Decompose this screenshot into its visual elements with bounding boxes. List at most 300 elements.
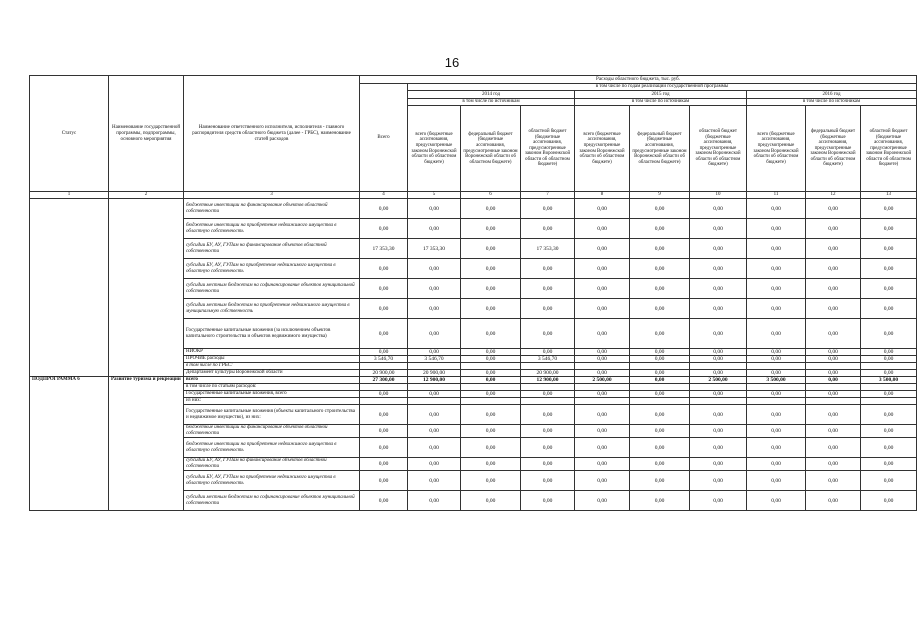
value-cell: 0,00 [461,425,521,438]
value-cell: 0,00 [747,458,806,471]
column-number: 10 [690,192,747,199]
value-cell: 0,00 [575,279,630,299]
value-cell: 17 353,30 [360,239,408,259]
table-row [30,349,917,356]
value-cell: 0,00 [861,458,917,471]
value-cell: 3 546,70 [360,356,408,363]
value-cell: 0,00 [521,458,575,471]
value-cell: 0,00 [747,438,806,458]
value-cell: 0,00 [747,239,806,259]
row-label: Государственные капитальные вложения, всего [184,391,360,398]
value-cell: 0,00 [408,491,461,511]
name-cell [109,259,184,279]
value-cell: 0,00 [408,425,461,438]
value-cell: 17 353,30 [408,239,461,259]
value-cell: 0,00 [521,199,575,219]
value-cell: 3 546,70 [408,356,461,363]
value-cell: 0,00 [806,299,861,319]
value-cell: 0,00 [521,471,575,491]
row-label: НИОКР [184,349,360,356]
value-cell: 0,00 [461,349,521,356]
value-cell: 0,00 [575,239,630,259]
column-number: 6 [461,192,521,199]
status-cell [30,239,109,259]
name-cell [109,299,184,319]
name-cell [109,199,184,219]
value-cell: 0,00 [747,356,806,363]
value-cell: 0,00 [747,425,806,438]
value-cell: 0,00 [360,471,408,491]
value-cell: 0,00 [461,458,521,471]
status-cell [30,219,109,239]
column-number: 5 [408,192,461,199]
value-cell [360,363,408,370]
header-total: Всего [360,84,408,192]
value-cell [360,384,408,391]
value-cell: 0,00 [360,425,408,438]
value-cell: 0,00 [861,279,917,299]
value-cell: 0,00 [521,299,575,319]
value-cell: 0,00 [861,199,917,219]
header-src-all: всего (бюджетные ассигнования, предусмотренные законом Воронежской области об областном бюджете) [408,106,461,192]
value-cell: 0,00 [630,438,690,458]
value-cell [461,384,521,391]
value-cell: 0,00 [521,405,575,425]
value-cell: 2 500,00 [575,377,630,384]
value-cell: 0,00 [575,299,630,319]
table-row [30,370,917,377]
value-cell [521,363,575,370]
value-cell: 0,00 [690,199,747,219]
value-cell [408,363,461,370]
value-cell: 0,00 [630,391,690,398]
row-label: бюджетные инвестиции на финансирование объектов областной собственности [184,199,360,219]
value-cell: 0,00 [408,458,461,471]
column-number: 1 [30,192,109,199]
value-cell [521,398,575,405]
value-cell [747,384,806,391]
name-cell [109,219,184,239]
value-cell [575,398,630,405]
header-src-fed: федеральный бюджет (бюджетные ассигнования, предусмотренные законом Воронежской области об областном бюджете) [461,106,521,192]
value-cell [630,363,690,370]
table-row [30,259,917,279]
value-cell [521,384,575,391]
value-cell: 0,00 [806,391,861,398]
header-src-fed: федеральный бюджет (бюджетные ассигнования, предусмотренные законом Воронежской области об областном бюджете) [630,106,690,192]
value-cell: 0,00 [521,319,575,349]
value-cell: 0,00 [360,299,408,319]
value-cell: 17 353,30 [521,239,575,259]
column-number: 2 [109,192,184,199]
table-row [30,299,917,319]
value-cell: 0,00 [690,259,747,279]
value-cell: 0,00 [521,425,575,438]
row-label: бюджетные инвестиции на приобретение недвижимого имущества в областную собственность [184,219,360,239]
value-cell: 0,00 [861,349,917,356]
header-year-2015: 2015 год [575,91,747,99]
value-cell: 3 500,00 [861,377,917,384]
value-cell: 0,00 [861,370,917,377]
value-cell: 0,00 [408,471,461,491]
value-cell [630,384,690,391]
row-label: субсидии БУ, АУ, ГУПам на приобретение недвижимого имущества в областную собственность [184,471,360,491]
value-cell: 0,00 [630,491,690,511]
name-cell [109,356,184,363]
value-cell: 0,00 [690,319,747,349]
value-cell: 0,00 [575,199,630,219]
value-cell: 0,00 [408,199,461,219]
value-cell: 0,00 [690,391,747,398]
table-row [30,219,917,239]
value-cell: 0,00 [747,279,806,299]
value-cell: 0,00 [461,239,521,259]
value-cell: 0,00 [690,491,747,511]
value-cell: 0,00 [690,356,747,363]
header-executor: Наименование ответственного исполнителя, исполнителя - главного распорядителя средств областного бюджета (далее - ГРБС), наименование статей расходов [184,76,360,192]
value-cell: 0,00 [747,471,806,491]
value-cell: 0,00 [861,405,917,425]
status-cell [30,363,109,370]
row-label: бюджетные инвестиции на приобретение недвижимого имущества в областную собственность [184,438,360,458]
row-label: Государственные капитальные вложения (за исключением объектов капитального строительства и объектов недвижимого имущества) [184,319,360,349]
value-cell: 0,00 [690,370,747,377]
value-cell [861,398,917,405]
value-cell: 0,00 [861,356,917,363]
row-label: в том числе по ГРБС: [184,363,360,370]
value-cell: 0,00 [861,391,917,398]
value-cell: 0,00 [461,471,521,491]
value-cell: 0,00 [521,259,575,279]
value-cell: 0,00 [690,405,747,425]
status-cell [30,279,109,299]
value-cell: 0,00 [630,349,690,356]
value-cell: 0,00 [861,491,917,511]
value-cell [690,363,747,370]
value-cell: 0,00 [690,438,747,458]
value-cell: 12 900,00 [408,377,461,384]
name-cell [109,349,184,356]
value-cell: 0,00 [408,319,461,349]
value-cell: 0,00 [575,219,630,239]
value-cell: 0,00 [861,239,917,259]
value-cell: 0,00 [630,370,690,377]
value-cell: 0,00 [575,458,630,471]
header-year-2014: 2014 год [408,91,575,99]
value-cell [408,398,461,405]
value-cell: 0,00 [747,319,806,349]
budget-table [29,75,917,511]
column-number: 9 [630,192,690,199]
header-sources: в том числе по источникам [747,99,917,106]
value-cell: 0,00 [521,219,575,239]
value-cell: 0,00 [806,319,861,349]
value-cell [461,398,521,405]
value-cell: 0,00 [861,438,917,458]
row-label: субсидии БУ, АУ, ГУПам на финансирование объектов областной собственности [184,458,360,471]
row-label: субсидии местным бюджетам на софинансирование объектов муниципальной собственности [184,279,360,299]
value-cell: 0,00 [747,259,806,279]
header-name: Наименование государственной программы, подпрограммы, основного мероприятия [109,76,184,192]
row-label: всего [184,377,360,384]
value-cell: 0,00 [360,391,408,398]
row-label: субсидии местным бюджетам на приобретение недвижимого имущества в муниципальную собственность [184,299,360,319]
value-cell: 0,00 [806,349,861,356]
row-label: субсидии БУ, АУ, ГУПам на финансирование объектов областной собственности [184,239,360,259]
value-cell: 0,00 [408,391,461,398]
value-cell [630,398,690,405]
column-number: 8 [575,192,630,199]
value-cell: 0,00 [861,319,917,349]
value-cell [690,384,747,391]
value-cell: 0,00 [461,356,521,363]
status-cell [30,356,109,363]
row-label: ПРОЧИЕ расходы [184,356,360,363]
header-by-years: в том числе по годам реализации государственной программы [408,84,917,91]
name-cell [109,370,184,377]
table-row [30,356,917,363]
value-cell: 0,00 [861,219,917,239]
header-year-2016: 2016 год [747,91,917,99]
status-cell [30,370,109,377]
header-status: Статус [30,76,109,192]
value-cell: 0,00 [861,299,917,319]
table-row [30,319,917,349]
value-cell: 0,00 [630,279,690,299]
value-cell: 2 500,00 [690,377,747,384]
value-cell: 0,00 [630,219,690,239]
value-cell: 0,00 [360,279,408,299]
value-cell: 0,00 [575,471,630,491]
value-cell: 0,00 [806,356,861,363]
value-cell: 0,00 [861,259,917,279]
value-cell: 0,00 [521,491,575,511]
value-cell: 3 546,70 [521,356,575,363]
value-cell: 0,00 [575,370,630,377]
value-cell: 0,00 [630,356,690,363]
value-cell: 20 900,00 [521,370,575,377]
header-expenses: Расходы областного бюджета, тыс. руб. [360,76,917,84]
value-cell: 0,00 [461,438,521,458]
header-src-fed: федеральный бюджет (бюджетные ассигнования, предусмотренные законом Воронежской области об областном бюджете) [806,106,861,192]
value-cell: 0,00 [630,377,690,384]
value-cell: 0,00 [360,349,408,356]
column-number: 7 [521,192,575,199]
value-cell [806,363,861,370]
value-cell: 0,00 [360,219,408,239]
header-sources: в том числе по источникам [575,99,747,106]
column-number: 13 [861,192,917,199]
value-cell [861,363,917,370]
status-cell [30,299,109,319]
value-cell [360,398,408,405]
value-cell [806,398,861,405]
value-cell [861,384,917,391]
table-row [30,279,917,299]
status-cell [30,319,109,349]
value-cell: 0,00 [408,259,461,279]
value-cell: 0,00 [747,219,806,239]
value-cell: 0,00 [461,219,521,239]
header-src-obl: областной бюджет (бюджетные ассигнования, предусмотренные законом Воронежской области об областном бюджете) [521,106,575,192]
value-cell [747,363,806,370]
value-cell: 0,00 [575,425,630,438]
header-src-all: всего (бюджетные ассигнования, предусмотренные законом Воронежской области об областном бюджете) [575,106,630,192]
value-cell: 0,00 [806,239,861,259]
value-cell: 0,00 [747,405,806,425]
value-cell: 0,00 [461,299,521,319]
value-cell [575,384,630,391]
header-src-obl: областной бюджет (бюджетные ассигнования, предусмотренные законом Воронежской области об областном бюджете) [690,106,747,192]
name-cell [109,363,184,370]
value-cell: 0,00 [461,370,521,377]
value-cell: 0,00 [408,219,461,239]
page-number: 16 [444,55,460,70]
value-cell: 0,00 [630,458,690,471]
value-cell: 0,00 [461,391,521,398]
value-cell: 0,00 [461,259,521,279]
value-cell: 27 300,00 [360,377,408,384]
value-cell: 0,00 [630,405,690,425]
value-cell: 0,00 [747,370,806,377]
value-cell [747,398,806,405]
value-cell: 0,00 [575,356,630,363]
value-cell: 0,00 [690,219,747,239]
value-cell: 0,00 [360,319,408,349]
value-cell: 0,00 [747,491,806,511]
header-sources: в том числе по источникам [408,99,575,106]
value-cell: 0,00 [408,438,461,458]
value-cell: 0,00 [861,471,917,491]
value-cell: 0,00 [806,259,861,279]
value-cell: 0,00 [360,405,408,425]
value-cell: 0,00 [360,458,408,471]
row-label: из них: [184,398,360,405]
row-label: Государственные капитальные вложения (объекты капитального строительства и недвижимое имущество), из них: [184,405,360,425]
value-cell: 0,00 [690,425,747,438]
value-cell: 0,00 [630,259,690,279]
value-cell: 0,00 [360,491,408,511]
value-cell: 0,00 [575,391,630,398]
value-cell: 0,00 [747,199,806,219]
value-cell: 0,00 [360,199,408,219]
value-cell: 0,00 [630,319,690,349]
value-cell: 3 500,00 [747,377,806,384]
value-cell: 0,00 [575,491,630,511]
table-row [30,363,917,370]
value-cell: 0,00 [575,319,630,349]
value-cell: 0,00 [408,349,461,356]
value-cell [575,363,630,370]
name-cell [109,239,184,259]
value-cell: 0,00 [630,299,690,319]
row-label: бюджетные инвестиции на финансирование объектов областной собственности [184,425,360,438]
status-cell [30,349,109,356]
value-cell: 0,00 [575,405,630,425]
value-cell: 0,00 [690,239,747,259]
value-cell: 0,00 [521,349,575,356]
header-src-all: всего (бюджетные ассигнования, предусмотренные законом Воронежской области об областном бюджете) [747,106,806,192]
value-cell: 0,00 [461,199,521,219]
value-cell: 0,00 [861,425,917,438]
value-cell: 0,00 [806,377,861,384]
value-cell [806,384,861,391]
value-cell: 20 900,00 [408,370,461,377]
value-cell: 0,00 [630,199,690,219]
value-cell: 0,00 [806,438,861,458]
value-cell: 0,00 [521,438,575,458]
column-number: 3 [184,192,360,199]
value-cell [408,384,461,391]
name-cell [109,279,184,299]
value-cell: 0,00 [630,471,690,491]
value-cell: 0,00 [521,391,575,398]
value-cell: 0,00 [461,319,521,349]
value-cell: 0,00 [806,471,861,491]
row-label: Департамент культуры Воронежской области [184,370,360,377]
row-label: субсидии БУ, АУ, ГУПам на приобретение недвижимого имущества в областную собственность [184,259,360,279]
value-cell: 0,00 [575,349,630,356]
value-cell: 0,00 [630,239,690,259]
status-cell [30,199,109,219]
value-cell: 12 900,00 [521,377,575,384]
value-cell: 0,00 [806,425,861,438]
table-row [30,239,917,259]
value-cell: 0,00 [461,377,521,384]
column-number: 12 [806,192,861,199]
column-number: 11 [747,192,806,199]
table-row [30,199,917,219]
status-cell [30,259,109,279]
subprogram-status: ПОДПРОГРАММА 6 [30,377,109,511]
value-cell: 0,00 [521,279,575,299]
value-cell: 0,00 [575,438,630,458]
header-src-obl: областной бюджет (бюджетные ассигнования, предусмотренные законом Воронежской области об областном бюджете) [861,106,917,192]
value-cell: 0,00 [806,199,861,219]
value-cell: 0,00 [690,349,747,356]
value-cell: 0,00 [806,279,861,299]
value-cell: 0,00 [408,279,461,299]
value-cell: 0,00 [630,425,690,438]
value-cell: 0,00 [690,279,747,299]
value-cell: 0,00 [575,259,630,279]
value-cell: 0,00 [360,259,408,279]
name-cell [109,319,184,349]
value-cell: 0,00 [747,391,806,398]
table-row [30,377,917,384]
value-cell: 0,00 [461,279,521,299]
value-cell: 20 900,00 [360,370,408,377]
value-cell: 0,00 [461,405,521,425]
value-cell: 0,00 [747,349,806,356]
value-cell: 0,00 [408,299,461,319]
value-cell: 0,00 [360,438,408,458]
value-cell: 0,00 [690,471,747,491]
value-cell: 0,00 [806,405,861,425]
value-cell [690,398,747,405]
row-label: субсидии местным бюджетам на софинансирование объектов муниципальной собственности [184,491,360,511]
value-cell: 0,00 [806,370,861,377]
value-cell: 0,00 [690,299,747,319]
row-label: в том числе по статьям расходов: [184,384,360,391]
value-cell: 0,00 [747,299,806,319]
value-cell: 0,00 [461,491,521,511]
value-cell [461,363,521,370]
subprogram-name: Развитие туризма и рекреации [109,377,184,511]
value-cell: 0,00 [690,458,747,471]
value-cell: 0,00 [408,405,461,425]
value-cell: 0,00 [806,219,861,239]
